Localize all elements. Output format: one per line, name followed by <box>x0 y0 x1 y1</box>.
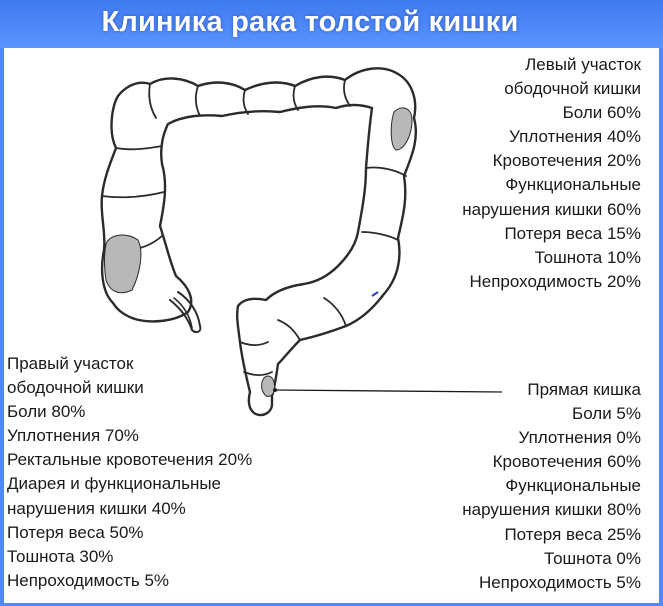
right-colon-item: Диарея и функциональные <box>7 474 222 494</box>
rectum-item: Кровотечения 60% <box>492 452 641 472</box>
right-colon-heading-1: Правый участок <box>7 354 134 373</box>
right-colon-heading-2: ободочной кишки <box>7 378 144 398</box>
left-colon-heading-1: Левый участок <box>525 55 641 74</box>
blue-speck <box>372 292 378 296</box>
left-colon-item: Тошнота 10% <box>534 247 641 267</box>
page-title: Клиника рака толстой кишки <box>101 6 519 38</box>
left-colon-item: Боли 60% <box>562 103 641 123</box>
left-colon-item: Кровотечения 20% <box>492 151 641 171</box>
right-colon-item: Потеря веса 50% <box>7 522 144 542</box>
rectum-item: нарушения кишки 80% <box>462 500 641 520</box>
left-colon-item: Уплотнения 40% <box>509 127 641 147</box>
rectum-heading: Прямая кишка <box>527 380 641 399</box>
rectum-item: Уплотнения 0% <box>518 428 641 448</box>
rectum-item: Функциональные <box>505 476 641 496</box>
colon-folds <box>102 80 406 375</box>
left-colon-item: Непроходимость 20% <box>469 271 641 291</box>
rectum-item: Непроходимость 5% <box>478 572 641 592</box>
right-colon-item: Непроходимость 5% <box>7 570 170 590</box>
right-colon-item: Уплотнения 70% <box>7 426 139 446</box>
right-colon-item: Ректальные кровотечения 20% <box>7 450 253 470</box>
right-colon-item: нарушения кишки 40% <box>7 498 186 518</box>
rectum-item: Тошнота 0% <box>544 548 641 568</box>
left-colon-item: нарушения кишки 60% <box>462 199 641 219</box>
rectum-item: Потеря веса 25% <box>504 524 641 544</box>
left-colon-stats <box>462 53 641 294</box>
left-colon-item: Потеря веса 15% <box>504 223 641 243</box>
left-colon-heading-2: ободочной кишки <box>504 79 641 99</box>
right-colon-item: Боли 80% <box>7 402 86 422</box>
left-colon-item: Функциональные <box>505 175 641 195</box>
tumor-left-colon <box>391 108 412 150</box>
right-colon-item: Тошнота 30% <box>7 546 114 566</box>
rectum-pointer-dot <box>273 388 277 392</box>
tumor-rectum <box>262 376 275 396</box>
rectum-stats <box>462 378 641 595</box>
tumor-right-colon <box>105 235 141 293</box>
rectum-item: Боли 5% <box>572 404 641 424</box>
right-colon-stats <box>7 352 252 593</box>
